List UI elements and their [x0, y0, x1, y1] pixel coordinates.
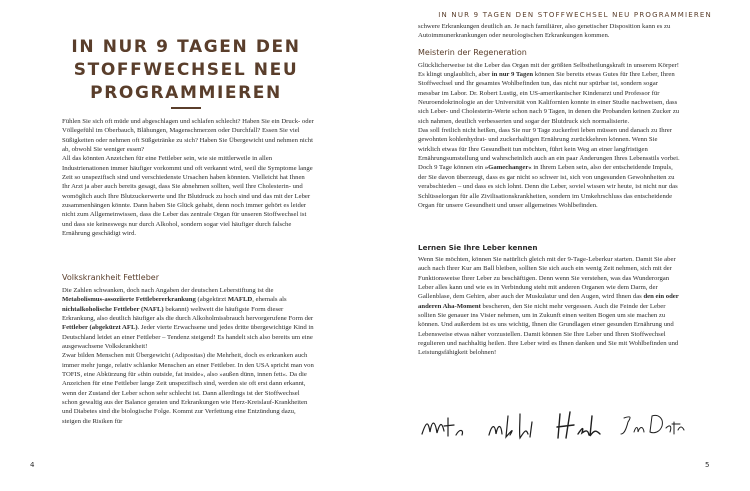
running-header: IN NUR 9 TAGEN DEN STOFFWECHSEL NEU PROGRAMMIEREN	[438, 11, 712, 19]
intro-text	[62, 117, 314, 238]
page-number-left: 4	[30, 461, 35, 469]
continued-paragraph: schwere Erkrankungen deutlich an. Je nach familiärer, also genetischer Disposition kann es zu Autoimmunerkrankungen oder neurologischen Erkrankungen kommen.	[418, 23, 671, 40]
section-heading-leber-kennen: Lernen Sie Ihre Leber kennen	[418, 243, 538, 252]
section-heading-regeneration: Meisterin der Regeneration	[418, 47, 527, 57]
section-heading-fettleber: Volkskrankheit Fettleber	[62, 273, 159, 282]
intro-paragraph-2: All das könnten Anzeichen für eine Fettleber sein, wie sie mittlerweile in allen Industrienationen immer häufiger vorkommt und oft verkannt wird, weil die Symptome lange Zeit so unspezifisch sind und verschiedenste Ursachen haben könnten. Vielleicht hat Ihnen Ihr Arzt ja aber auch bereits gesagt, dass Sie abnehmen sollten, weil Ihre Cholesterin- und womöglich auch Ihre Blutzuckerwerte und Ihr Blutdruck zu hoch sind und das mit der Leber zusammenhängen könnte. Dann haben Sie Glück gehabt, denn noch immer gehört es leider nicht zum Allgemeinwissen, dass die Leber das zentrale Organ für unseren Stoffwechsel ist und dass sie keineswegs nur durch Alkohol, sondern sogar viel häufiger durch falsche Ernährung geschädigt wird.	[62, 155, 313, 238]
section-fettleber	[62, 272, 314, 426]
regeneration-paragraph-2: Das soll freilich nicht heißen, dass Sie nur 9 Tage zuckerfrei leben müssen und danach zu Ihrer gewohnten kohlenhydrat- und zuckerhaltigen Ernährung zurückkehren können. Wenn Sie wirklich etwas für Ihre Gesundheit tun möchten, führt kein Weg an einer langfristigen Ernährungsumstellung und wahrscheinlich auch an ein paar Änderungen Ihres Lebensstils vorbei. Doch 9 Tage können ein »Gamechanger« in Ihrem Leben sein, also der entscheidende Impuls, der Sie davon überzeugt, dass es gar nicht so schwer ist, sich von ungesunden Gewohnheiten zu verabschieden – und dass es sich lohnt. Denn die Leber, soviel wissen wir heute, ist nicht nur das Schlüsselorgan für alle Zivilisationskrankheiten, sondern im Umkehrschluss das entscheidende Organ für unsere Gesundheit und unser allgemeines Wohlbefinden.	[418, 127, 680, 209]
signature-4	[618, 408, 686, 444]
signature-3	[552, 408, 612, 444]
intro-paragraph-1: Fühlen Sie sich oft müde und abgeschlagen und schlafen schlecht? Haben Sie ein Druck- oder Völlegefühl im Oberbauch, Blähungen, Magenschmerzen oder Durchfall? Essen Sie viel Süßigkeiten oder nehmen oft Süßgetränke zu sich? Haben Sie Übergewicht und nehmen nicht ab, obwohl Sie weniger essen?	[62, 118, 314, 154]
signature-1	[418, 408, 480, 444]
signature-2	[486, 408, 546, 444]
leber-kennen-paragraph: Wenn Sie möchten, können Sie natürlich gleich mit der 9-Tage-Leberkur starten. Damit Sie aber auch nach Ihrer Kur am Ball bleiben, sollten Sie sich auch ein wenig Zeit nehmen, sich mit der Funktionsweise Ihrer Leber zu beschäftigen. Denn wenn Sie verstehen, was das Wunderorgan Leber alles kann und wie es in Verbindung steht mit anderen Organen wie dem Darm, der Gallenblase, dem Gehirn, aber auch der Muskulatur und den Augen, wird Ihnen das den ein oder anderen Aha-Moment bescheren, den Sie nicht mehr vergessen. Auch die Feinde der Leber sollten Sie genauer ins Visier nehmen, um in Zukunft einen weiten Bogen um sie machen zu können. Und außerdem ist es uns wichtig, Ihnen die Grundlagen einer gesunden Ernährung und Lebensweise etwas näher vorzustellen. Damit können Sie Ihre Leber und Ihren Stoffwechsel regulieren und nachhaltig heilen. Ihre Leber wird es Ihnen danken und Sie mit Wohlbefinden und Leistungsfähigkeit belohnen!	[418, 256, 679, 357]
regeneration-paragraph-1: Glücklicherweise ist die Leber das Organ mit der größten Selbstheilungskraft in unserem Körper! Es klingt unglaublich, aber in nur 9 Tagen können Sie bereits etwas Gutes für Ihre Leber, Ihren Stoffwechsel und Ihr gesamtes Wohlbefinden tun, das nicht nur spürbar ist, sondern sogar messbar im Labor. Dr. Robert Lustig, ein US-amerikanischer Kinderarzt und Professor für Neuroendokrinologie an der Universität von Kalifornien konnte in einer Studie nachweisen, dass sich Leber- und Cholesterin-Werte schon nach 9 Tagen, in denen die Probanden keinen Zucker zu sich nahmen, deutlich verbesserten und sogar der Blutdruck sich normalisierte.	[418, 61, 680, 125]
right-column-bottom	[418, 243, 680, 358]
author-signatures	[418, 408, 688, 444]
title-divider	[171, 107, 201, 109]
fettleber-paragraph-2: Zwar bilden Menschen mit Übergewicht (Adipositas) die Mehrheit, doch es erkranken auch immer mehr junge, relativ schlanke Menschen an einer Fettleber. In den USA spricht man von TOFIS, eine Abkürzung für »thin outside, fat inside«, also »außen dünn, innen fett«. Da die Anzeichen für eine Fettleber lange Zeit unspezifisch sind, werden sie oft erst dann erkannt, wenn der Zustand der Leber schon sehr schlecht ist. Dann allerdings ist der Stoffwechsel schon gewaltig aus der Balance geraten und Erkrankungen wie Herz-Kreislauf-Krankheiten und Diabetes sind die biologische Folge. Kommt zur Verfettung eine Entzündung dazu, steigen die Risiken für	[62, 352, 314, 425]
page-number-right: 5	[705, 461, 710, 469]
fettleber-paragraph-1: Die Zahlen schwanken, doch nach Angaben der deutschen Leberstiftung ist die Metabolismus-assoziierte Fettlebererkrankung (abgekürzt MAFLD, ehemals als nichtalkoholische Fettleber (NAFL) bekannt) weltweit die häufigste Form dieser Erkrankung, also deutlich häufiger als die durch Alkoholmissbrauch hervorgerufene Form der Fettleber (abgekürzt AFL). Jeder vierte Erwachsene und jedes dritte übergewichtige Kind in Deutschland leidet an einer Fettleber – Tendenz steigend! Es handelt sich also bereits um eine ausgewachsene Volkskrankheit!	[62, 287, 314, 351]
right-column-top	[418, 22, 680, 210]
chapter-title: IN NUR 9 TAGEN DEN STOFFWECHSEL NEU PROGRAMMIEREN	[71, 37, 301, 103]
